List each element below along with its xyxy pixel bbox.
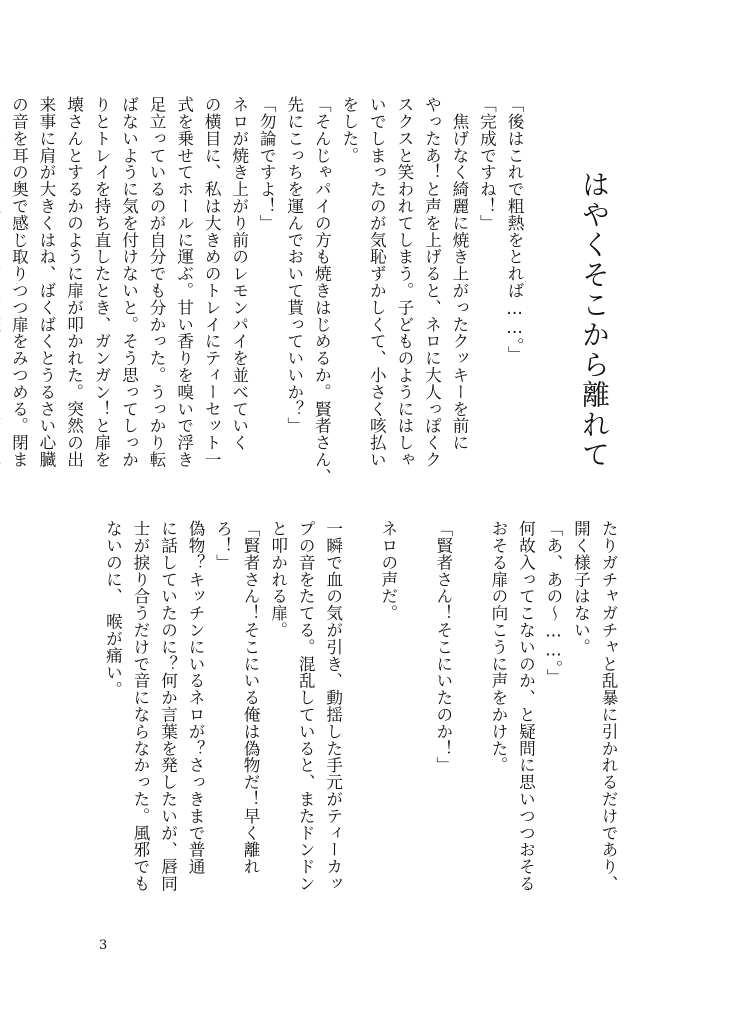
page-number: 3 bbox=[99, 938, 108, 953]
body-text-lower: たりガチャガチャと乱暴に引かれるだけであり、 開く様子はない。 「あ、あの～……。」 何故入ってこないのか、と疑問に思いつつおそる おそる扉の向こうに声をかけた。 「賢者さん！そこにいたのか！」 ネロの声だ。 一瞬で血の気が引き、動揺した手元がティーカッ プの音をたてる。混乱していると、またドンドン と叩かれる扉。 「賢者さん！そこにいる俺は偽物だ！早く離れ ろ！」 偽物？キッチンにいるネロが？さっきまで普通 に話していたのに？何か言葉を発したいが、唇同 士が捩り合うだけで音にならなかった。風邪でも ないのに、 喉が痛い。 bbox=[103, 520, 618, 892]
chapter-title: はやくそこから離れて bbox=[578, 170, 611, 470]
body-text-upper: 「後はこれで粗熱をとれば……。」 「完成ですね！」 焦げなく綺麗に焼き上がったクッキーを前に やったあ！と声を上げると、ネロに大人っぽくク スクスと笑われてしまう。子どものようにはしゃ いでしまったのが気恥ずかしくて、小さく咳払い をした。 「そんじゃパイの方も焼きはじめるか。賢者さん、 先にこっちを運んでおいて貰っていいか？」 「勿論ですよ！」 ネロが焼き上がり前のレモンパイを並べていく の横目に、私は大きめのトレイにティーセット一 式を乗せてホールに運ぶ。甘い香りを嗅いで浮き 足立っているのが自分でも分かった。うっかり転 ばないように気を付けないと。そう思ってしっか りとトレイを持ち直したとき、ガンガン！と扉を 壊さんとするかのように扉が叩かれた。突然の出 来事に肩が大きくはね、ばくばくとうるさい心臓 の音を耳の奥で感じ取りつつ扉をみつめる。閉ま bbox=[9, 96, 524, 485]
